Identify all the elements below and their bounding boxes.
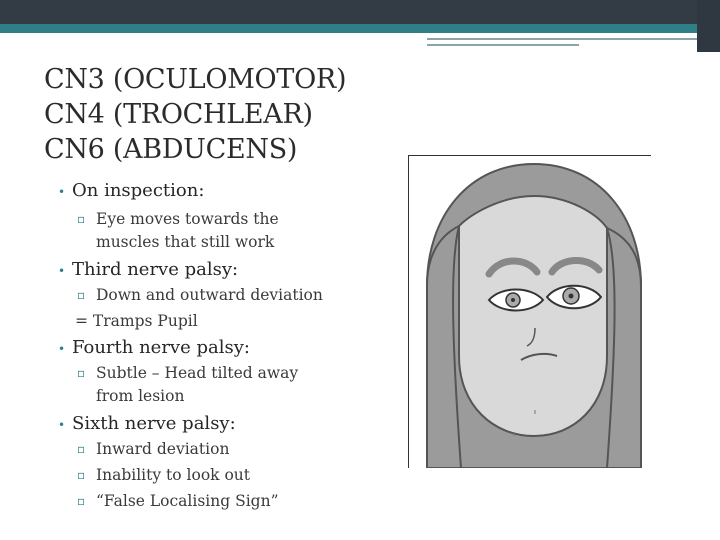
decorative-line [427, 38, 697, 40]
face-drawing [409, 156, 651, 468]
sub-bullet-marker: ▫ [77, 494, 86, 508]
sub-bullet-continuation: muscles that still work [96, 233, 275, 251]
top-bar [0, 0, 720, 24]
sub-bullet-text: Subtle – Head tilted away [96, 364, 299, 382]
top-accent-bar [0, 24, 720, 33]
sub-bullet-marker: ▫ [77, 468, 86, 482]
sub-bullet [77, 362, 299, 385]
sub-bullet [77, 490, 279, 513]
corner-block [697, 0, 720, 52]
sub-bullet-text: Eye moves towards the [96, 210, 279, 228]
sub-bullet-text: “False Localising Sign” [96, 492, 279, 510]
sub-bullet [77, 284, 323, 307]
tramps-pupil-note: = Tramps Pupil [75, 312, 198, 330]
bullet-text: Fourth nerve palsy: [72, 337, 250, 358]
bullet-text: Third nerve palsy: [72, 259, 239, 280]
sub-bullet-text: Down and outward deviation [96, 286, 323, 304]
bullet-marker: • [58, 342, 66, 356]
slide-title [44, 62, 346, 167]
sub-bullet [77, 438, 230, 461]
bullet-on-inspection [58, 180, 205, 202]
bullet-third-nerve [58, 259, 239, 281]
sub-bullet [77, 464, 251, 487]
sub-bullet [77, 208, 279, 231]
bullet-marker: • [58, 185, 66, 199]
bullet-marker: • [58, 418, 66, 432]
bullet-text: On inspection: [72, 180, 205, 201]
sub-bullet-text: Inward deviation [96, 440, 230, 458]
title-line: CN4 (TROCHLEAR) [44, 99, 313, 130]
sub-bullet-text: Inability to look out [96, 466, 251, 484]
sub-bullet-marker: ▫ [77, 442, 86, 456]
title-line: CN6 (ABDUCENS) [44, 134, 298, 165]
title-line: CN3 (OCULOMOTOR) [44, 64, 347, 95]
bullet-text: Sixth nerve palsy: [72, 413, 236, 434]
bullet-fourth-nerve [58, 337, 250, 359]
sub-bullet-marker: ▫ [77, 288, 86, 302]
pupil-left-center [511, 298, 515, 302]
decorative-line [427, 44, 579, 46]
bullet-sixth-nerve [58, 413, 236, 435]
face [459, 196, 607, 436]
face-illustration [408, 155, 651, 468]
sub-bullet-marker: ▫ [77, 366, 86, 380]
sub-bullet-marker: ▫ [77, 212, 86, 226]
pupil-right-center [569, 294, 574, 299]
sub-bullet-continuation: from lesion [96, 387, 185, 405]
bullet-marker: • [58, 264, 66, 278]
